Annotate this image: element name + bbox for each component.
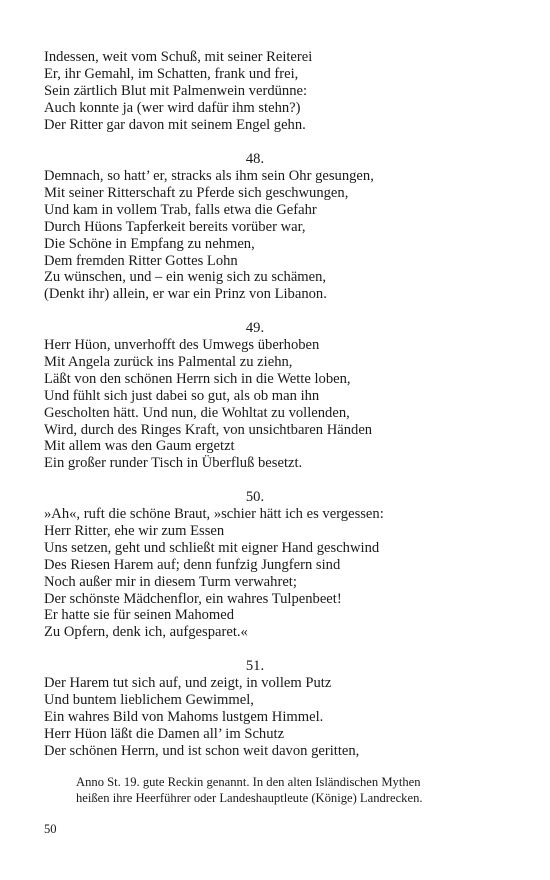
stanza-number-48: 48. (245, 151, 265, 167)
verse-line: Demnach, so hatt’ er, stracks als ihm sein Ohr gesungen, (44, 168, 374, 184)
footnote-line: Anno St. 19. gute Reckin genannt. In den alten Isländischen Mythen (76, 775, 421, 789)
verse-line: Zu Opfern, denk ich, aufgesparet.« (44, 624, 248, 641)
stanza-48 (44, 168, 514, 303)
stanza-number-51: 51. (245, 658, 265, 674)
verse-line: Und buntem lieblichem Gewimmel, (44, 691, 254, 708)
verse-line: Noch außer mir in diesem Turm verwahret; (44, 573, 297, 590)
page-number: 50 (44, 822, 57, 836)
verse-line: Der schönste Mädchenflor, ein wahres Tulpenbeet! (44, 590, 342, 607)
verse-line: Durch Hüons Tapferkeit bereits vorüber war, (44, 218, 306, 235)
verse-line: Herr Hüon läßt die Damen all’ im Schutz (44, 725, 285, 742)
stanza-number-49: 49. (245, 320, 265, 336)
verse-line: Läßt von den schönen Herrn sich in die Wette loben, (44, 370, 351, 387)
verse-line: »Ah«, ruft die schöne Braut, »schier hätt ich es vergessen: (44, 506, 384, 522)
stanza-50 (44, 506, 514, 641)
verse-line: Indessen, weit vom Schuß, mit seiner Reiterei (44, 49, 313, 65)
verse-line: Auch konnte ja (wer wird dafür ihm stehn?) (44, 99, 301, 116)
verse-line: Zu wünschen, und – ein wenig sich zu schämen, (44, 269, 327, 286)
stanza-49 (44, 337, 514, 472)
verse-line: Mit Angela zurück ins Palmental zu ziehn, (44, 353, 293, 370)
verse-line: Herr Hüon, unverhofft des Umwegs überhoben (44, 337, 320, 353)
verse-line: Mit seiner Ritterschaft zu Pferde sich geschwungen, (44, 184, 349, 201)
verse-line: Mit allem was den Gaum ergetzt (44, 438, 235, 455)
verse-line: Der Harem tut sich auf, und zeigt, in vollem Putz (44, 675, 332, 691)
verse-line: Ein großer runder Tisch in Überfluß besetzt. (44, 455, 303, 472)
stanza-51 (44, 675, 514, 760)
verse-line: Und fühlt sich just dabei so gut, als ob man ihn (44, 387, 320, 404)
stanza-number-50: 50. (245, 489, 265, 505)
verse-line: Der Ritter gar davon mit seinem Engel gehn. (44, 116, 306, 133)
verse-line: Gescholten hätt. Und nun, die Wohltat zu vollenden, (44, 404, 350, 421)
verse-line: (Denkt ihr) allein, er war ein Prinz von Libanon. (44, 286, 327, 303)
verse-line: Sein zärtlich Blut mit Palmenwein verdünne: (44, 82, 308, 99)
verse-line: Der schönen Herrn, und ist schon weit davon geritten, (44, 742, 360, 759)
verse-line: Und kam in vollem Trab, falls etwa die Gefahr (44, 201, 317, 218)
verse-line: Uns setzen, geht und schließt mit eigner Hand geschwind (44, 539, 380, 556)
verse-line: Herr Ritter, ehe wir zum Essen (44, 522, 225, 539)
footnote-line: heißen ihre Heerführer oder Landeshauptleute (Könige) Landrecken. (76, 791, 423, 805)
verse-line: Die Schöne in Empfang zu nehmen, (44, 235, 255, 252)
verse-line: Wird, durch des Ringes Kraft, von unsichtbaren Händen (44, 421, 373, 438)
verse-line: Des Riesen Harem auf; denn funfzig Jungfern sind (44, 556, 341, 573)
verse-line: Er hatte sie für seinen Mahomed (44, 607, 235, 624)
verse-line: Er, ihr Gemahl, im Schatten, frank und frei, (44, 65, 299, 82)
footnote (76, 774, 496, 806)
stanza-47-continuation (44, 49, 514, 134)
verse-line: Ein wahres Bild von Mahoms lustgem Himmel. (44, 708, 324, 725)
verse-line: Dem fremden Ritter Gottes Lohn (44, 252, 238, 269)
